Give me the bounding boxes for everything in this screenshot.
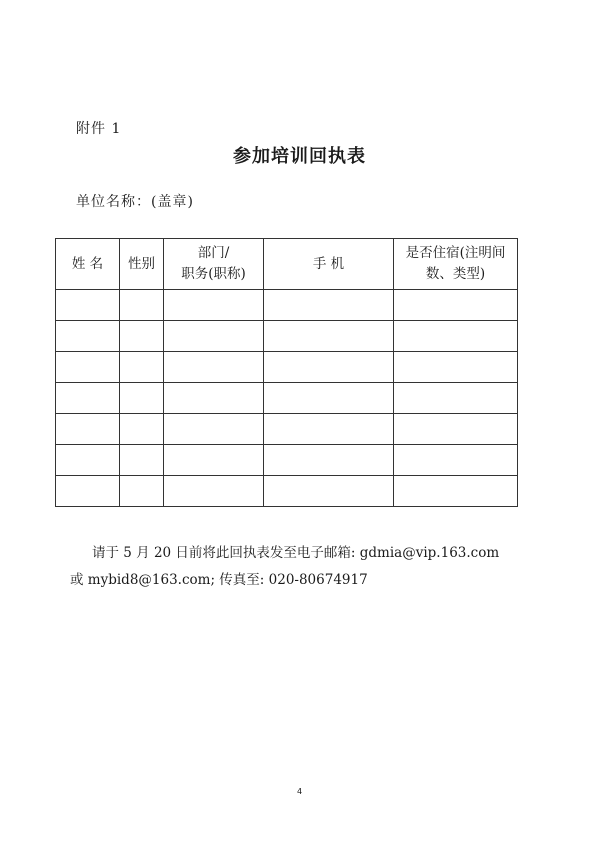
table-cell[interactable] [264, 290, 394, 321]
table-cell[interactable] [164, 445, 264, 476]
table-cell[interactable] [120, 321, 164, 352]
table-cell[interactable] [56, 352, 120, 383]
table-cell[interactable] [56, 445, 120, 476]
table-cell[interactable] [264, 383, 394, 414]
notice-line-1: 请于 5 月 20 日前将此回执表发至电子邮箱: gdmia@vip.163.com [92, 545, 500, 561]
table-cell[interactable] [56, 290, 120, 321]
table-cell[interactable] [56, 476, 120, 507]
table-row [56, 290, 518, 321]
table-cell[interactable] [120, 414, 164, 445]
table-row [56, 321, 518, 352]
table-cell[interactable] [56, 321, 120, 352]
header-department-title [164, 239, 264, 290]
table-row [56, 383, 518, 414]
header-gender: 性别 [120, 239, 164, 290]
table-cell[interactable] [394, 352, 518, 383]
table-cell[interactable] [394, 290, 518, 321]
table-cell[interactable] [56, 414, 120, 445]
unit-name-label: 单位名称：(盖章) [76, 194, 194, 210]
page-title: 参加培训回执表 [233, 146, 366, 167]
table-cell[interactable] [120, 352, 164, 383]
table-cell[interactable] [120, 383, 164, 414]
table-header-row [56, 239, 518, 290]
table-cell[interactable] [164, 414, 264, 445]
table-cell[interactable] [164, 352, 264, 383]
table-cell[interactable] [120, 290, 164, 321]
table-cell[interactable] [264, 352, 394, 383]
table-cell[interactable] [164, 290, 264, 321]
table-cell[interactable] [394, 445, 518, 476]
table-cell[interactable] [264, 321, 394, 352]
table-cell[interactable] [164, 476, 264, 507]
table-cell[interactable] [264, 445, 394, 476]
header-department-title-text: 部门/ 职务(职称) [181, 245, 246, 282]
table-cell[interactable] [120, 476, 164, 507]
header-accommodation-text: 是否住宿(注明间 数、类型) [405, 245, 506, 282]
table-cell[interactable] [264, 476, 394, 507]
attachment-label: 附件 1 [76, 121, 122, 137]
table-row [56, 414, 518, 445]
table-cell[interactable] [56, 383, 120, 414]
header-mobile: 手 机 [264, 239, 394, 290]
table-cell[interactable] [164, 383, 264, 414]
notice-line-2: 或 mybid8@163.com; 传真至: 020-80674917 [70, 572, 368, 588]
table-cell[interactable] [394, 383, 518, 414]
header-name: 姓 名 [56, 239, 120, 290]
table-cell[interactable] [394, 321, 518, 352]
page-number: 4 [296, 787, 303, 796]
table-row [56, 445, 518, 476]
table-cell[interactable] [394, 476, 518, 507]
table-row [56, 476, 518, 507]
table-cell[interactable] [120, 445, 164, 476]
table-cell[interactable] [264, 414, 394, 445]
receipt-table [55, 238, 518, 507]
table-cell[interactable] [164, 321, 264, 352]
table-cell[interactable] [394, 414, 518, 445]
notice-text [70, 540, 540, 594]
header-accommodation [394, 239, 518, 290]
table-row [56, 352, 518, 383]
table-body [56, 290, 518, 507]
